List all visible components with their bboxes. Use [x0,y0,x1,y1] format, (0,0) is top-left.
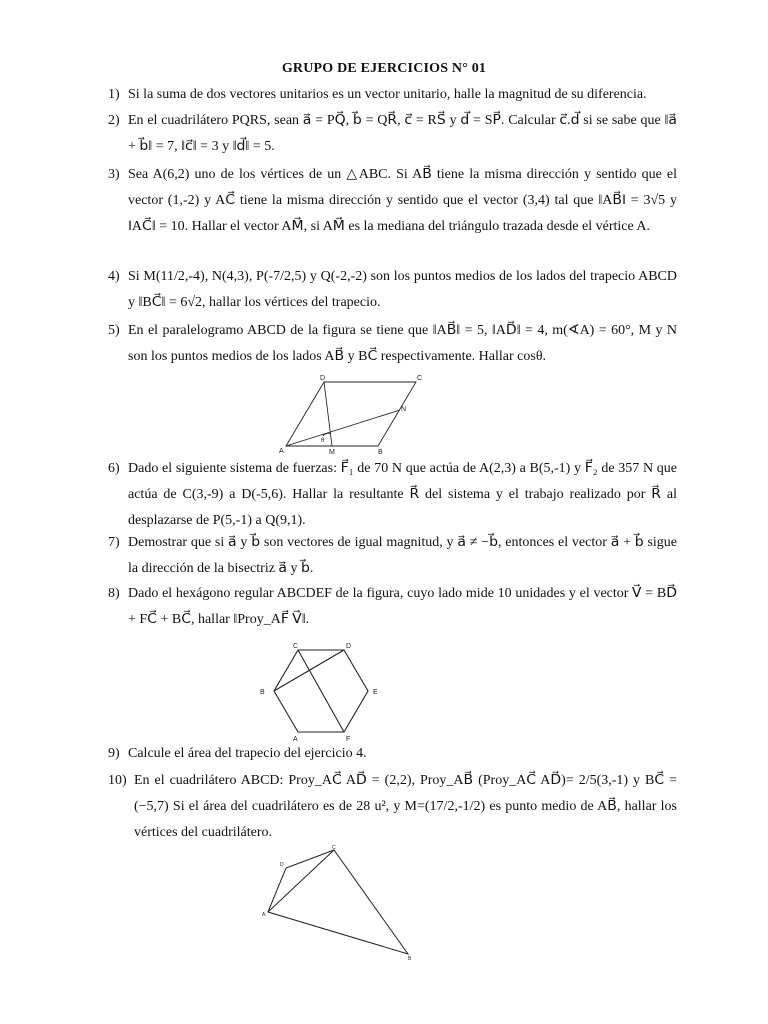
label-d: D [280,862,284,868]
label-b: B [260,689,265,696]
exercise-text: Calcule el área del trapecio del ejercicio 4. [128,746,367,761]
label-e: E [373,689,378,696]
exercise-number: 2) [108,113,120,128]
exercise-text: En el cuadrilátero ABCD: Proy_AC⃗ AD⃗ = (2,2), Proy_AB⃗ (Proy_AC⃗ AD⃗)= 2/5(3,-1) y BC⃗ = (−5,7) Si el área del cuadrilátero es de 28 u², y M=(17/2,-1/2) es punto medio de AB⃗, hallar los vértices del cuadrilátero. [134,773,677,840]
exercise-number: 7) [108,535,120,550]
exercise-7 [108,530,677,582]
label-c: C [332,845,336,851]
exercise-6 [108,456,677,534]
label-b: B [408,956,412,962]
exercise-text: Dado el siguiente sistema de fuerzas: F⃗₁ de 70 N que actúa de A(2,3) a B(5,-1) y F⃗₂ de 357 N que actúa de C(3,-9) a D(-5,6). Hallar la resultante R⃗ del sistema y el trabajo realizado por R⃗ al desplazarse de P(5,-1) a Q(9,1). [128,461,677,528]
exercise-number: 9) [108,746,120,761]
exercise-8 [108,581,677,633]
segment-cf [298,650,344,732]
label-b: B [378,449,383,456]
exercise-1 [108,82,677,108]
diagonal-ac [268,850,334,912]
exercise-text: En el paralelogramo ABCD de la figura se tiene que ‖AB⃗‖ = 5, ‖AD⃗‖ = 4, m(∢A) = 60°, M y N son los puntos medios de los lados AB⃗ y BC⃗ respectivamente. Hallar cosθ. [128,323,677,364]
label-m: M [329,449,335,456]
parallelogram-figure [276,372,426,456]
segment-dm [324,382,332,446]
exercise-text: Demostrar que si a⃗ y b⃗ son vectores de igual magnitud, y a⃗ ≠ −b⃗, entonces el vector a⃗ + b⃗ sigue la dirección de la bisectriz a⃗ y b⃗. [128,535,677,576]
exercise-number: 10) [108,773,127,788]
exercise-number: 1) [108,87,120,102]
label-theta: θ [321,438,325,444]
label-d: D [320,375,326,382]
label-a: A [262,912,266,918]
label-n: N [401,406,407,413]
exercise-text: Si M(11/2,-4), N(4,3), P(-7/2,5) y Q(-2,-2) son los puntos medios de los lados del trapecio ABCD y ‖BC⃗‖ = 6√2, hallar los vértices del trapecio. [128,269,677,310]
label-c: C [417,375,423,382]
exercise-text: En el cuadrilátero PQRS, sean a⃗ = PQ⃗, b⃗ = QR⃗, c⃗ = RS⃗ y d⃗ = SP⃗. Calcular c⃗.d⃗ si se sabe que ‖a⃗ + b⃗‖ = 7, ‖c⃗‖ = 3 y ‖d⃗‖ = 5. [128,113,677,154]
label-d: D [346,643,352,650]
exercise-9 [108,741,677,767]
exercise-number: 5) [108,323,120,338]
exercise-number: 6) [108,461,120,476]
exercise-text: Si la suma de dos vectores unitarios es un vector unitario, halle la magnitud de su diferencia. [128,87,647,102]
exercise-text: Sea A(6,2) uno de los vértices de un △ABC. Si AB⃗ tiene la misma dirección y sentido que el vector (1,-2) y AC⃗ tiene la misma dirección y sentido que el vector (3,4) tal que ‖AB⃗‖ = 3√5 y ‖AC⃗‖ = 10. Hallar el vector AM⃗, si AM⃗ es la mediana del triángulo trazada desde el vértice A. [128,167,677,234]
page-title: GRUPO DE EJERCICIOS N° 01 [281,61,487,76]
exercise-10 [108,768,677,846]
segment-an [286,410,400,446]
label-c: C [293,643,299,650]
exercise-number: 8) [108,586,120,601]
exercise-number: 3) [108,167,120,182]
exercise-3 [108,162,677,240]
label-a: A [279,448,284,455]
label-f: F [346,736,351,742]
quadrilateral-figure [258,844,424,962]
exercise-4 [108,264,677,316]
quadrilateral-outline [268,850,408,954]
exercise-5 [108,318,677,370]
parallelogram-outline [286,382,416,446]
hexagon-figure [256,640,386,742]
exercise-2 [108,108,677,160]
exercise-text: Dado el hexágono regular ABCDEF de la figura, cuyo lado mide 10 unidades y el vector V⃗ = BD⃗ + FC⃗ + BC⃗, hallar ‖Proy_AF⃗ V⃗‖. [128,586,677,627]
exercise-number: 4) [108,269,120,284]
label-a: A [293,736,298,742]
